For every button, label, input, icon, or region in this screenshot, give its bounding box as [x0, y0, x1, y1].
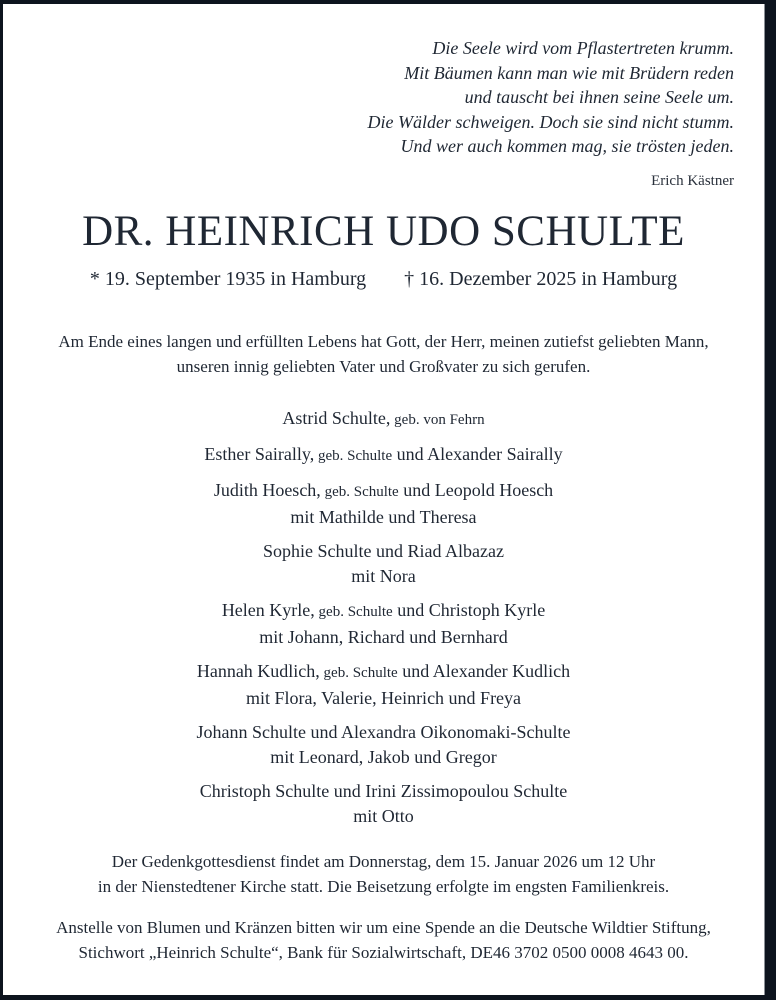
- poem-line: Und wer auch kommen mag, sie trösten jeden.: [400, 136, 734, 156]
- mourner-name: Hannah Kudlich,: [196, 661, 320, 681]
- mourner-name-line: [3, 720, 764, 745]
- mourner-name: Johann Schulte und Alexandra Oikonomaki-Schulte: [196, 722, 571, 742]
- announcement-line-1: Am Ende eines langen und erfüllten Lebens hat Gott, der Herr, meinen zutiefst geliebten Mann,: [58, 332, 709, 351]
- announcement-line-2: unseren innig geliebten Vater und Großvater zu sich gerufen.: [176, 357, 591, 376]
- service-info: [3, 849, 764, 899]
- mourner-entry: [3, 779, 764, 829]
- poem-attribution: Erich Kästner: [651, 172, 734, 189]
- mourner-partner-name: und Leopold Hoesch: [398, 480, 554, 500]
- deceased-name: DR. HEINRICH UDO SCHULTE: [82, 208, 685, 255]
- poem: [368, 36, 734, 193]
- poem-line: Die Wälder schweigen. Doch sie sind nicht stumm.: [367, 111, 734, 132]
- maiden-name: geb. von Fehrn: [390, 412, 485, 428]
- life-dates: [3, 268, 764, 291]
- mourner-name-line: [3, 478, 764, 505]
- mourner-name-line: [3, 406, 764, 433]
- mourner-entry: [3, 659, 764, 711]
- mourner-name-line: [3, 598, 764, 625]
- mourner-children-line: mit Nora: [351, 566, 416, 586]
- death-date: † 16. Dezember 2025 in Hamburg: [404, 268, 678, 290]
- donation-info: [3, 915, 764, 965]
- service-line-2: in der Nienstedtener Kirche statt. Die Beisetzung erfolgte im engsten Familienkreis.: [97, 877, 670, 896]
- mourner-name: Sophie Schulte und Riad Albazaz: [263, 541, 504, 561]
- mourner-name: Judith Hoesch,: [213, 480, 321, 500]
- mourner-name-line: [3, 539, 764, 564]
- maiden-name: geb. Schulte: [314, 604, 393, 620]
- mourner-children-line: mit Johann, Richard und Bernhard: [259, 627, 508, 647]
- poem-line: und tauscht bei ihnen seine Seele um.: [464, 87, 734, 107]
- mourner-name-line: [3, 659, 764, 686]
- mourners-list: [3, 406, 764, 838]
- mourner-name: Helen Kyrle,: [221, 600, 315, 620]
- birth-date: * 19. September 1935 in Hamburg: [89, 268, 367, 290]
- mourner-entry: [3, 539, 764, 589]
- mourner-partner-name: und Christoph Kyrle: [392, 600, 546, 620]
- mourner-name: Esther Sairally,: [204, 444, 315, 464]
- death-notice-page: [3, 4, 765, 995]
- mourner-name-line: [3, 779, 764, 804]
- mourner-partner-name: und Alexander Kudlich: [397, 661, 571, 681]
- mourner-name-line: [3, 442, 764, 469]
- mourner-entry: [3, 720, 764, 770]
- mourner-name: Astrid Schulte,: [282, 408, 391, 428]
- mourner-entry: [3, 442, 764, 469]
- service-line-1: Der Gedenkgottesdienst findet am Donnerstag, dem 15. Januar 2026 um 12 Uhr: [111, 852, 656, 871]
- maiden-name: geb. Schulte: [314, 448, 393, 464]
- mourner-children-line: mit Flora, Valerie, Heinrich und Freya: [245, 688, 522, 708]
- mourner-entry: [3, 478, 764, 530]
- donation-line-1: Anstelle von Blumen und Kränzen bitten wir um eine Spende an die Deutsche Wildtier Stiftung,: [56, 918, 711, 937]
- mourner-children-line: mit Leonard, Jakob und Gregor: [270, 747, 497, 767]
- mourner-name: Christoph Schulte und Irini Zissimopoulou Schulte: [199, 781, 568, 801]
- mourner-partner-name: und Alexander Sairally: [392, 444, 563, 464]
- mourner-children-line: mit Mathilde und Theresa: [290, 507, 477, 527]
- mourner-children-line: mit Otto: [353, 806, 414, 826]
- poem-line: Mit Bäumen kann man wie mit Brüdern reden: [404, 62, 734, 83]
- maiden-name: geb. Schulte: [320, 484, 399, 500]
- maiden-name: geb. Schulte: [319, 665, 398, 681]
- mourner-entry: [3, 406, 764, 433]
- poem-line: Die Seele wird vom Pflastertreten krumm.: [432, 38, 734, 58]
- mourner-entry: [3, 598, 764, 650]
- donation-line-2: Stichwort „Heinrich Schulte“, Bank für Sozialwirtschaft, DE46 3702 0500 0008 4643 00.: [78, 943, 689, 962]
- announcement: [3, 329, 764, 379]
